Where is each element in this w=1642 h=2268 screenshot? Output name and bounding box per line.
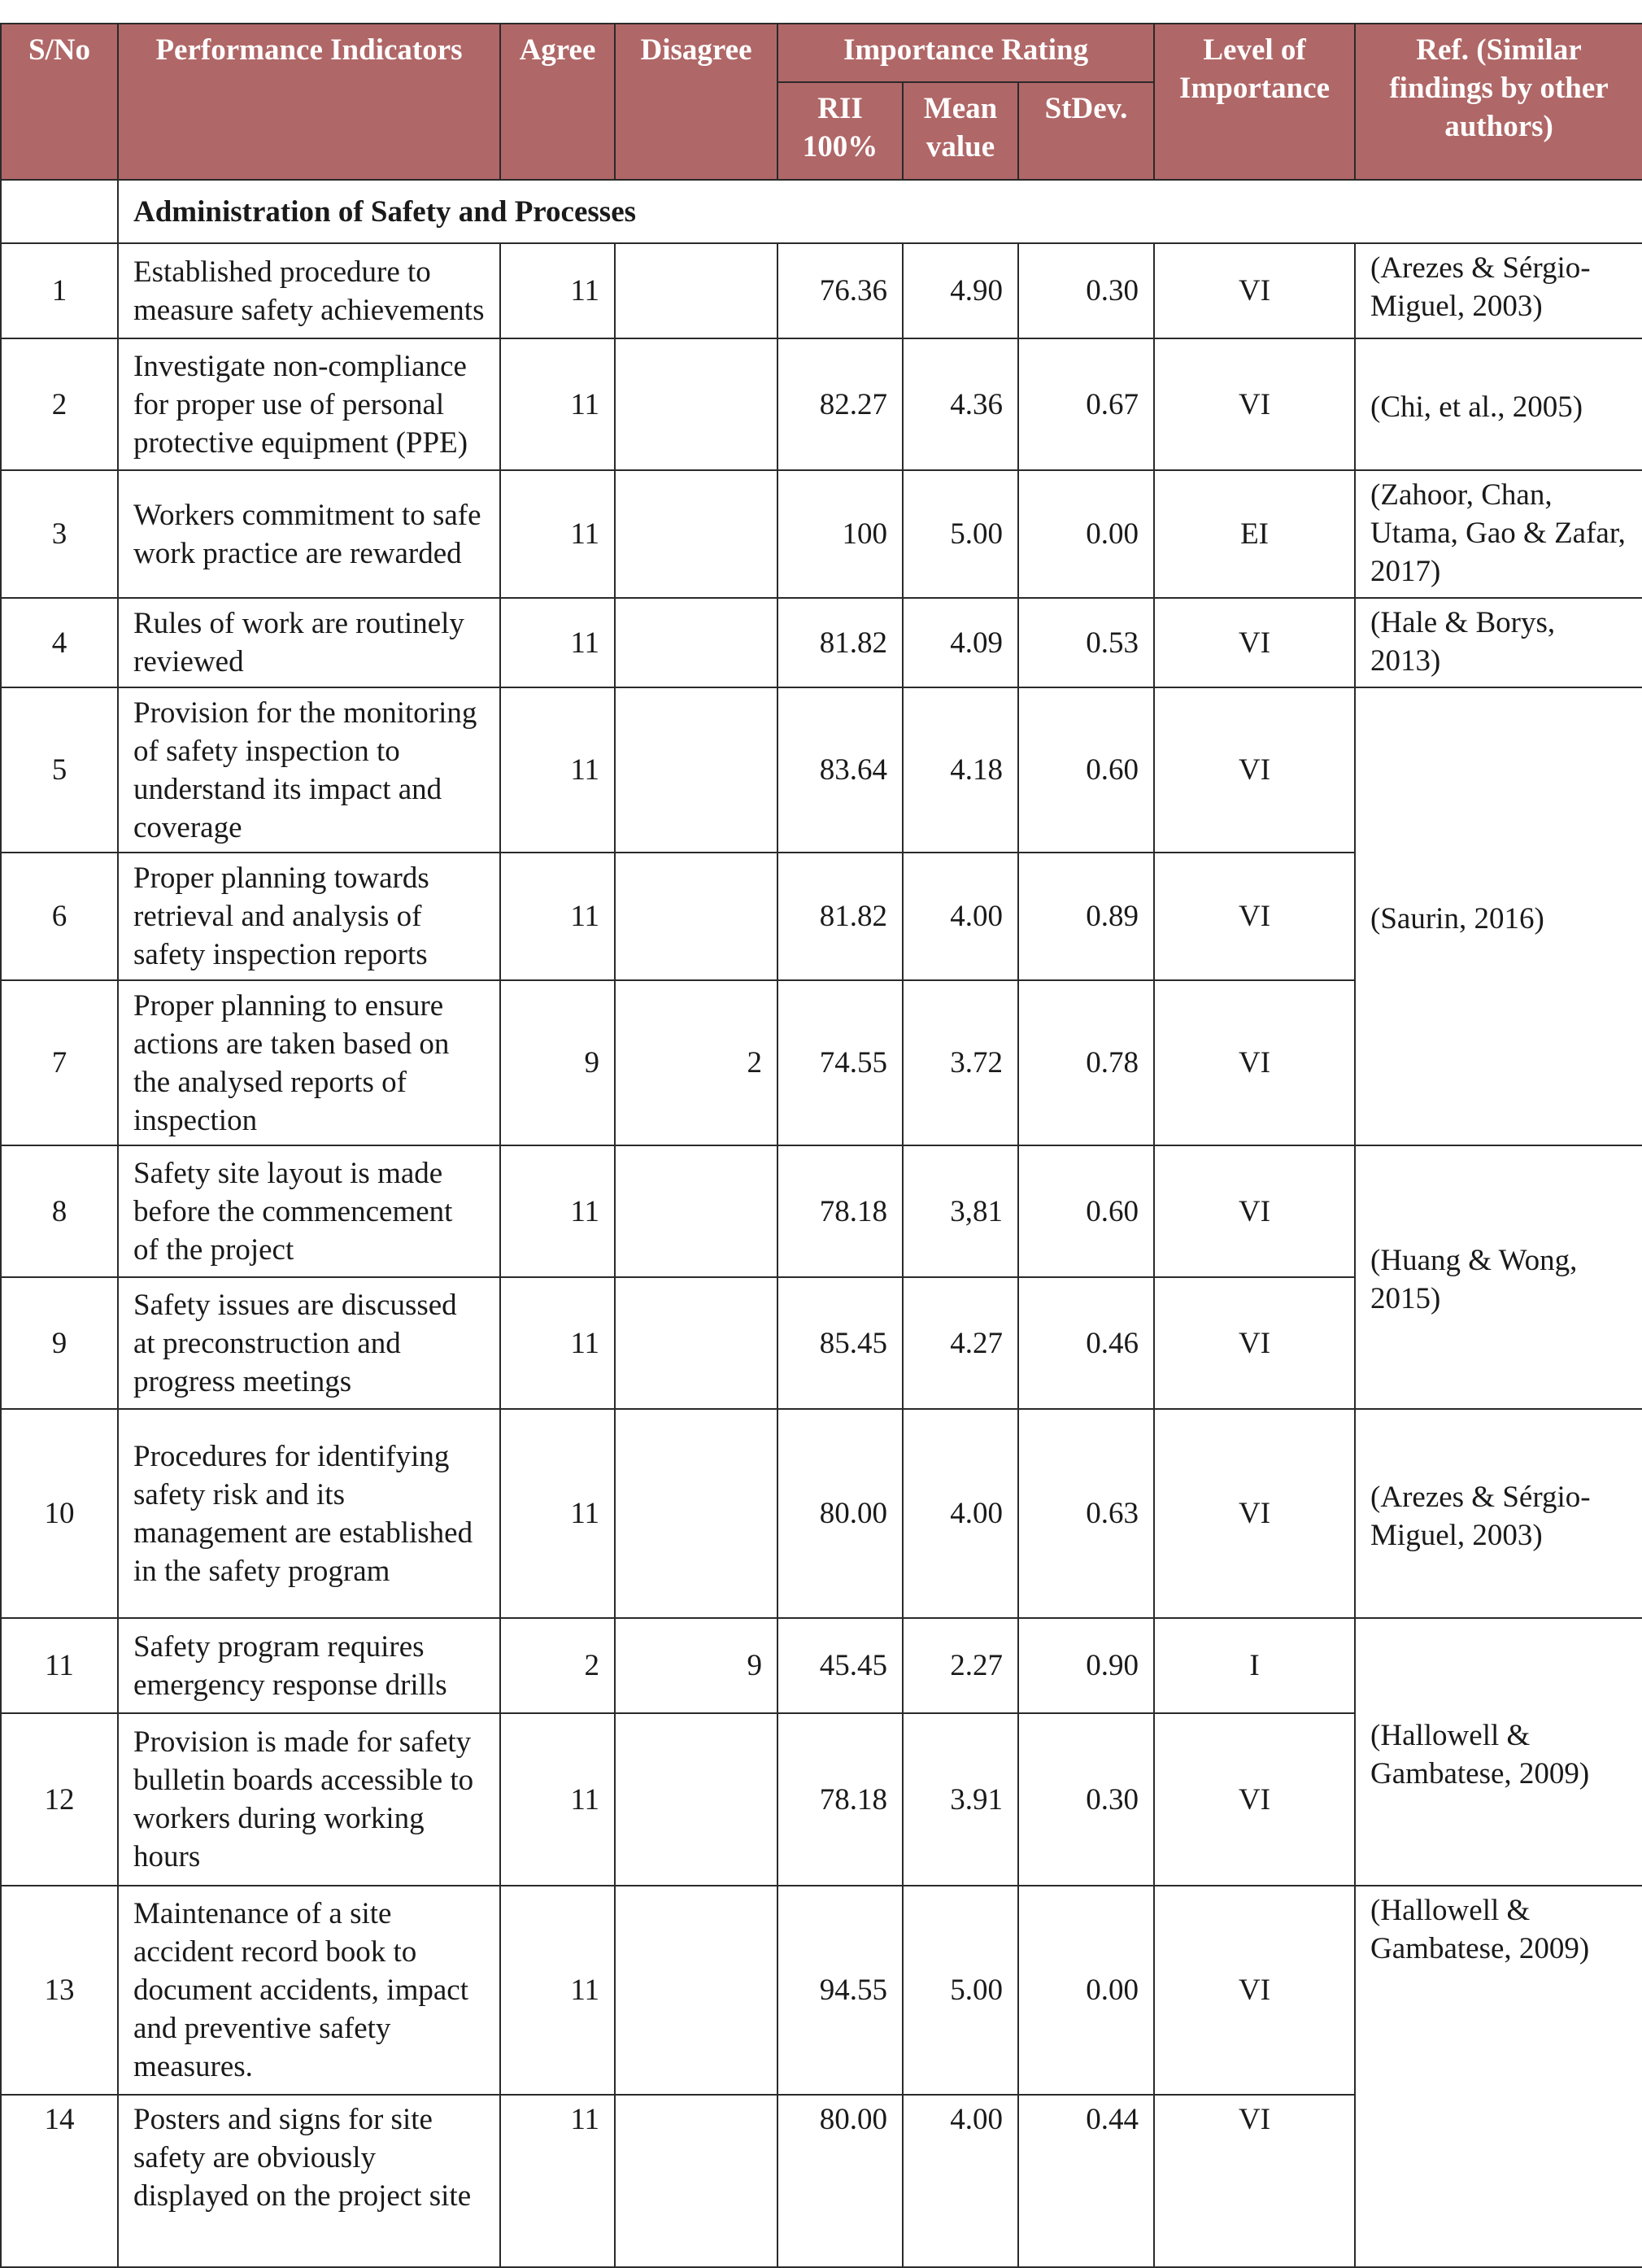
cell-stdev: 0.78 <box>1018 980 1154 1145</box>
cell-mean: 4.18 <box>903 687 1018 853</box>
cell-sno: 3 <box>1 470 118 598</box>
cell-indicator: Investigate non-compliance for proper use of personal protective equipment (PPE) <box>118 338 500 470</box>
cell-sno: 2 <box>1 338 118 470</box>
cell-sno: 6 <box>1 853 118 980</box>
cell-stdev: 0.00 <box>1018 470 1154 598</box>
table-row <box>1 687 1642 853</box>
cell-disagree <box>615 1886 777 2095</box>
cell-rii: 78.18 <box>777 1713 903 1886</box>
header-rii: RII 100% <box>777 82 903 180</box>
header-mean-value: Mean value <box>903 82 1018 180</box>
cell-stdev: 0.67 <box>1018 338 1154 470</box>
cell-ref: (Arezes & Sérgio-Miguel, 2003) <box>1355 1409 1642 1618</box>
section-row <box>1 180 1642 243</box>
cell-disagree: 2 <box>615 980 777 1145</box>
cell-stdev: 0.00 <box>1018 1886 1154 2095</box>
cell-indicator: Proper planning to ensure actions are taken based on the analysed reports of inspection <box>118 980 500 1145</box>
cell-rii: 80.00 <box>777 2095 903 2267</box>
cell-ref: (Chi, et al., 2005) <box>1355 338 1642 470</box>
header-level-of-importance: Level of Importance <box>1154 24 1355 180</box>
cell-sno: 13 <box>1 1886 118 2095</box>
cell-ref: (Hale & Borys, 2013) <box>1355 598 1642 687</box>
table-row <box>1 1618 1642 1713</box>
cell-sno: 4 <box>1 598 118 687</box>
cell-indicator: Workers commitment to safe work practice are rewarded <box>118 470 500 598</box>
cell-ref: (Zahoor, Chan, Utama, Gao & Zafar, 2017) <box>1355 470 1642 598</box>
table-row <box>1 470 1642 598</box>
cell-disagree <box>615 1713 777 1886</box>
cell-agree: 11 <box>500 1277 615 1409</box>
cell-ref: (Saurin, 2016) <box>1355 687 1642 1145</box>
cell-agree: 11 <box>500 853 615 980</box>
cell-mean: 3.91 <box>903 1713 1018 1886</box>
cell-rii: 83.64 <box>777 687 903 853</box>
cell-sno: 12 <box>1 1713 118 1886</box>
cell-mean: 4.90 <box>903 243 1018 338</box>
cell-indicator: Procedures for identifying safety risk and its management are established in the safety program <box>118 1409 500 1618</box>
cell-level: I <box>1154 1618 1355 1713</box>
cell-ref: (Hallowell & Gambatese, 2009) <box>1355 1886 1642 2267</box>
cell-agree: 2 <box>500 1618 615 1713</box>
header-ref: Ref. (Similar findings by other authors) <box>1355 24 1642 180</box>
cell-disagree <box>615 243 777 338</box>
cell-stdev: 0.30 <box>1018 1713 1154 1886</box>
cell-indicator: Safety site layout is made before the commencement of the project <box>118 1145 500 1277</box>
cell-level: VI <box>1154 687 1355 853</box>
cell-mean: 4.00 <box>903 2095 1018 2267</box>
cell-indicator: Provision for the monitoring of safety inspection to understand its impact and coverage <box>118 687 500 853</box>
cell-level: EI <box>1154 470 1355 598</box>
cell-disagree <box>615 1277 777 1409</box>
table-row <box>1 243 1642 338</box>
cell-level: VI <box>1154 853 1355 980</box>
cell-level: VI <box>1154 980 1355 1145</box>
table-row <box>1 598 1642 687</box>
header-sno: S/No <box>1 24 118 180</box>
cell-level: VI <box>1154 2095 1355 2267</box>
cell-indicator: Safety program requires emergency response drills <box>118 1618 500 1713</box>
cell-agree: 9 <box>500 980 615 1145</box>
cell-rii: 76.36 <box>777 243 903 338</box>
cell-rii: 81.82 <box>777 598 903 687</box>
cell-rii: 81.82 <box>777 853 903 980</box>
cell-mean: 4.09 <box>903 598 1018 687</box>
cell-sno: 5 <box>1 687 118 853</box>
cell-agree: 11 <box>500 470 615 598</box>
cell-agree: 11 <box>500 1713 615 1886</box>
cell-indicator: Posters and signs for site safety are obviously displayed on the project site <box>118 2095 500 2267</box>
cell-mean: 4.00 <box>903 853 1018 980</box>
cell-level: VI <box>1154 1886 1355 2095</box>
cell-stdev: 0.46 <box>1018 1277 1154 1409</box>
cell-rii: 80.00 <box>777 1409 903 1618</box>
cell-sno: 9 <box>1 1277 118 1409</box>
cell-stdev: 0.60 <box>1018 1145 1154 1277</box>
cell-disagree <box>615 1145 777 1277</box>
cell-stdev: 0.30 <box>1018 243 1154 338</box>
cell-level: VI <box>1154 1145 1355 1277</box>
cell-mean: 2.27 <box>903 1618 1018 1713</box>
section-title: Administration of Safety and Processes <box>118 180 1642 243</box>
cell-agree: 11 <box>500 1409 615 1618</box>
cell-sno: 11 <box>1 1618 118 1713</box>
cell-indicator: Provision is made for safety bulletin boards accessible to workers during working hours <box>118 1713 500 1886</box>
table-row <box>1 1886 1642 2095</box>
cell-level: VI <box>1154 598 1355 687</box>
cell-mean: 3,81 <box>903 1145 1018 1277</box>
cell-agree: 11 <box>500 243 615 338</box>
cell-stdev: 0.63 <box>1018 1409 1154 1618</box>
cell-rii: 45.45 <box>777 1618 903 1713</box>
header-disagree: Disagree <box>615 24 777 180</box>
cell-sno: 14 <box>1 2095 118 2267</box>
cell-disagree: 9 <box>615 1618 777 1713</box>
cell-indicator: Maintenance of a site accident record book to document accidents, impact and preventive safety measures. <box>118 1886 500 2095</box>
cell-ref: (Hallowell & Gambatese, 2009) <box>1355 1618 1642 1886</box>
cell-sno: 8 <box>1 1145 118 1277</box>
cell-disagree <box>615 470 777 598</box>
cell-mean: 4.00 <box>903 1409 1018 1618</box>
header-agree: Agree <box>500 24 615 180</box>
cell-indicator: Proper planning towards retrieval and analysis of safety inspection reports <box>118 853 500 980</box>
cell-level: VI <box>1154 1713 1355 1886</box>
cell-sno: 10 <box>1 1409 118 1618</box>
cell-level: VI <box>1154 1409 1355 1618</box>
cell-indicator: Established procedure to measure safety achievements <box>118 243 500 338</box>
cell-indicator: Safety issues are discussed at preconstruction and progress meetings <box>118 1277 500 1409</box>
cell-agree: 11 <box>500 1145 615 1277</box>
cell-rii: 85.45 <box>777 1277 903 1409</box>
cell-rii: 78.18 <box>777 1145 903 1277</box>
cell-sno: 7 <box>1 980 118 1145</box>
performance-indicators-table <box>0 23 1642 2268</box>
cell-rii: 94.55 <box>777 1886 903 2095</box>
cell-agree: 11 <box>500 338 615 470</box>
header-importance-rating: Importance Rating <box>777 24 1154 82</box>
cell-agree: 11 <box>500 2095 615 2267</box>
cell-rii: 100 <box>777 470 903 598</box>
cell-disagree <box>615 853 777 980</box>
table-row <box>1 1145 1642 1277</box>
cell-agree: 11 <box>500 598 615 687</box>
cell-agree: 11 <box>500 1886 615 2095</box>
cell-ref: (Huang & Wong, 2015) <box>1355 1145 1642 1409</box>
cell-agree: 11 <box>500 687 615 853</box>
cell-disagree <box>615 2095 777 2267</box>
cell-level: VI <box>1154 338 1355 470</box>
cell-stdev: 0.90 <box>1018 1618 1154 1713</box>
header-performance-indicators: Performance Indicators <box>118 24 500 180</box>
cell-stdev: 0.44 <box>1018 2095 1154 2267</box>
cell-indicator: Rules of work are routinely reviewed <box>118 598 500 687</box>
cell-mean: 5.00 <box>903 470 1018 598</box>
header-stdev: StDev. <box>1018 82 1154 180</box>
cell-mean: 4.27 <box>903 1277 1018 1409</box>
cell-level: VI <box>1154 243 1355 338</box>
cell-disagree <box>615 1409 777 1618</box>
cell-stdev: 0.60 <box>1018 687 1154 853</box>
cell-rii: 82.27 <box>777 338 903 470</box>
cell-stdev: 0.89 <box>1018 853 1154 980</box>
cell-ref: (Arezes & Sérgio-Miguel, 2003) <box>1355 243 1642 338</box>
cell-disagree <box>615 338 777 470</box>
cell-disagree <box>615 598 777 687</box>
cell-rii: 74.55 <box>777 980 903 1145</box>
section-sno-empty <box>1 180 118 243</box>
cell-stdev: 0.53 <box>1018 598 1154 687</box>
cell-level: VI <box>1154 1277 1355 1409</box>
cell-disagree <box>615 687 777 853</box>
table-row <box>1 1409 1642 1618</box>
cell-mean: 4.36 <box>903 338 1018 470</box>
table-row <box>1 338 1642 470</box>
cell-mean: 3.72 <box>903 980 1018 1145</box>
cell-mean: 5.00 <box>903 1886 1018 2095</box>
cell-sno: 1 <box>1 243 118 338</box>
